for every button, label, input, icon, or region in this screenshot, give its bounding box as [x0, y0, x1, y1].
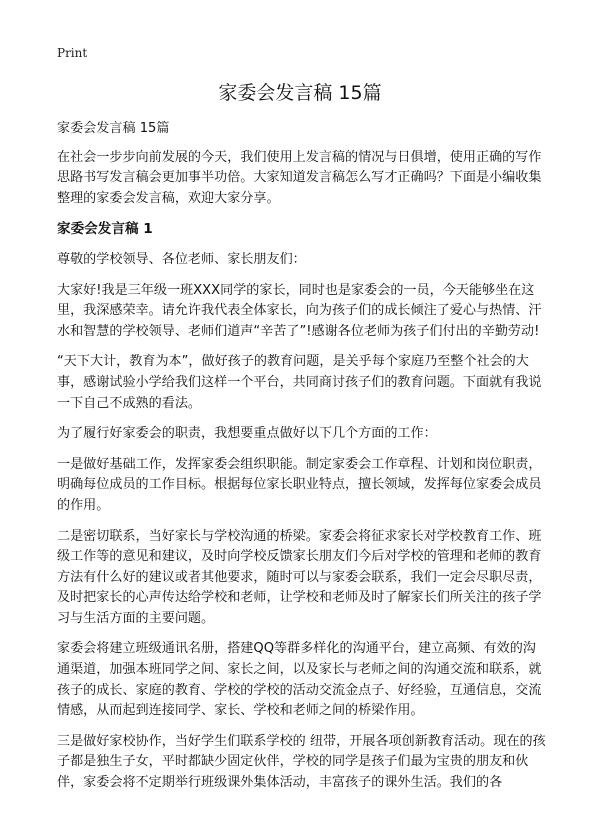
section-heading: 家委会发言稿 1 [57, 221, 153, 238]
body-paragraph: 二是密切联系，当好家长与学校沟通的桥梁。家委会将征求家长对学校教育工作、班级工作等的意见和建议，及时向学校反馈家长朋友们今后对学校的管理和老师的教育方法有什么好的建议或者其他要求，随时可以与家委会联系，我们一定会尽职尽责，及时把家长的心声传达给学校和老师，让学校和老师及时了解家长们所关注的孩子学习与生活方面的主要问题。 [57, 528, 542, 626]
article-subtitle: 家委会发言稿 15篇 [57, 121, 170, 136]
intro-paragraph: 在社会一步步向前发展的今天，我们使用上发言稿的情况与日俱增，使用正确的写作思路书写发言稿会更加事半功倍。大家知道发言稿怎么写才正确吗？下面是小编收集整理的家委会发言稿，欢迎大家分享。 [57, 149, 542, 206]
article-body [57, 119, 547, 804]
body-paragraph: 大家好!我是三年级一班XXX同学的家长，同时也是家委会的一员，今天能够坐在这里，我深感荣幸。请允许我代表全体家长，向为孩子们的成长倾注了爱心与热情、汗水和智慧的学校领导、老师们道声“辛苦了”!感谢各位老师为孩子们付出的辛勤劳动! [57, 282, 542, 339]
body-paragraph: 为了履行好家委会的职责，我想要重点做好以下几个方面的工作： [57, 426, 437, 442]
page-title: 家委会发言稿 15篇 [218, 82, 382, 104]
greeting-paragraph: 尊敬的学校领导、各位老师、家长朋友们： [57, 251, 306, 267]
body-paragraph: 三是做好家校协作，当好学生们联系学校的 纽带，开展各项创新教育活动。现在的孩子都是独生子女，平时都缺少固定伙伴，学校的同学是孩子们最为宝贵的朋友和伙伴，家委会将不定期举行班级课外集体活动，丰富孩子的课外生活。我们的各 [57, 733, 546, 791]
body-paragraph: “天下大计，教育为本”，做好孩子的教育问题，是关乎每个家庭乃至整个社会的大事，感谢试验小学给我们这样一个平台，共同商讨孩子们的教育问题。下面就有我说一下自己不成熟的看法。 [57, 354, 542, 411]
body-paragraph: 一是做好基础工作，发挥家委会组织职能。制定家委会工作章程、计划和岗位职责，明确每位成员的工作目标。根据每位家长职业特点，擅长领域，发挥每位家委会成员的作用。 [57, 456, 542, 513]
body-paragraph: 家委会将建立班级通讯名册，搭建QQ等群多样化的沟通平台，建立高频、有效的沟通渠道，加强本班同学之间、家长之间，以及家长与老师之间的沟通交流和联系，就孩子的成长、家庭的教育、学校的学校的活动交流金点子、好经验，互通信息，交流情感，从而起到连接同学、家长、学校和老师之间的桥梁作用。 [57, 641, 542, 719]
print-link[interactable]: Print [57, 46, 88, 60]
